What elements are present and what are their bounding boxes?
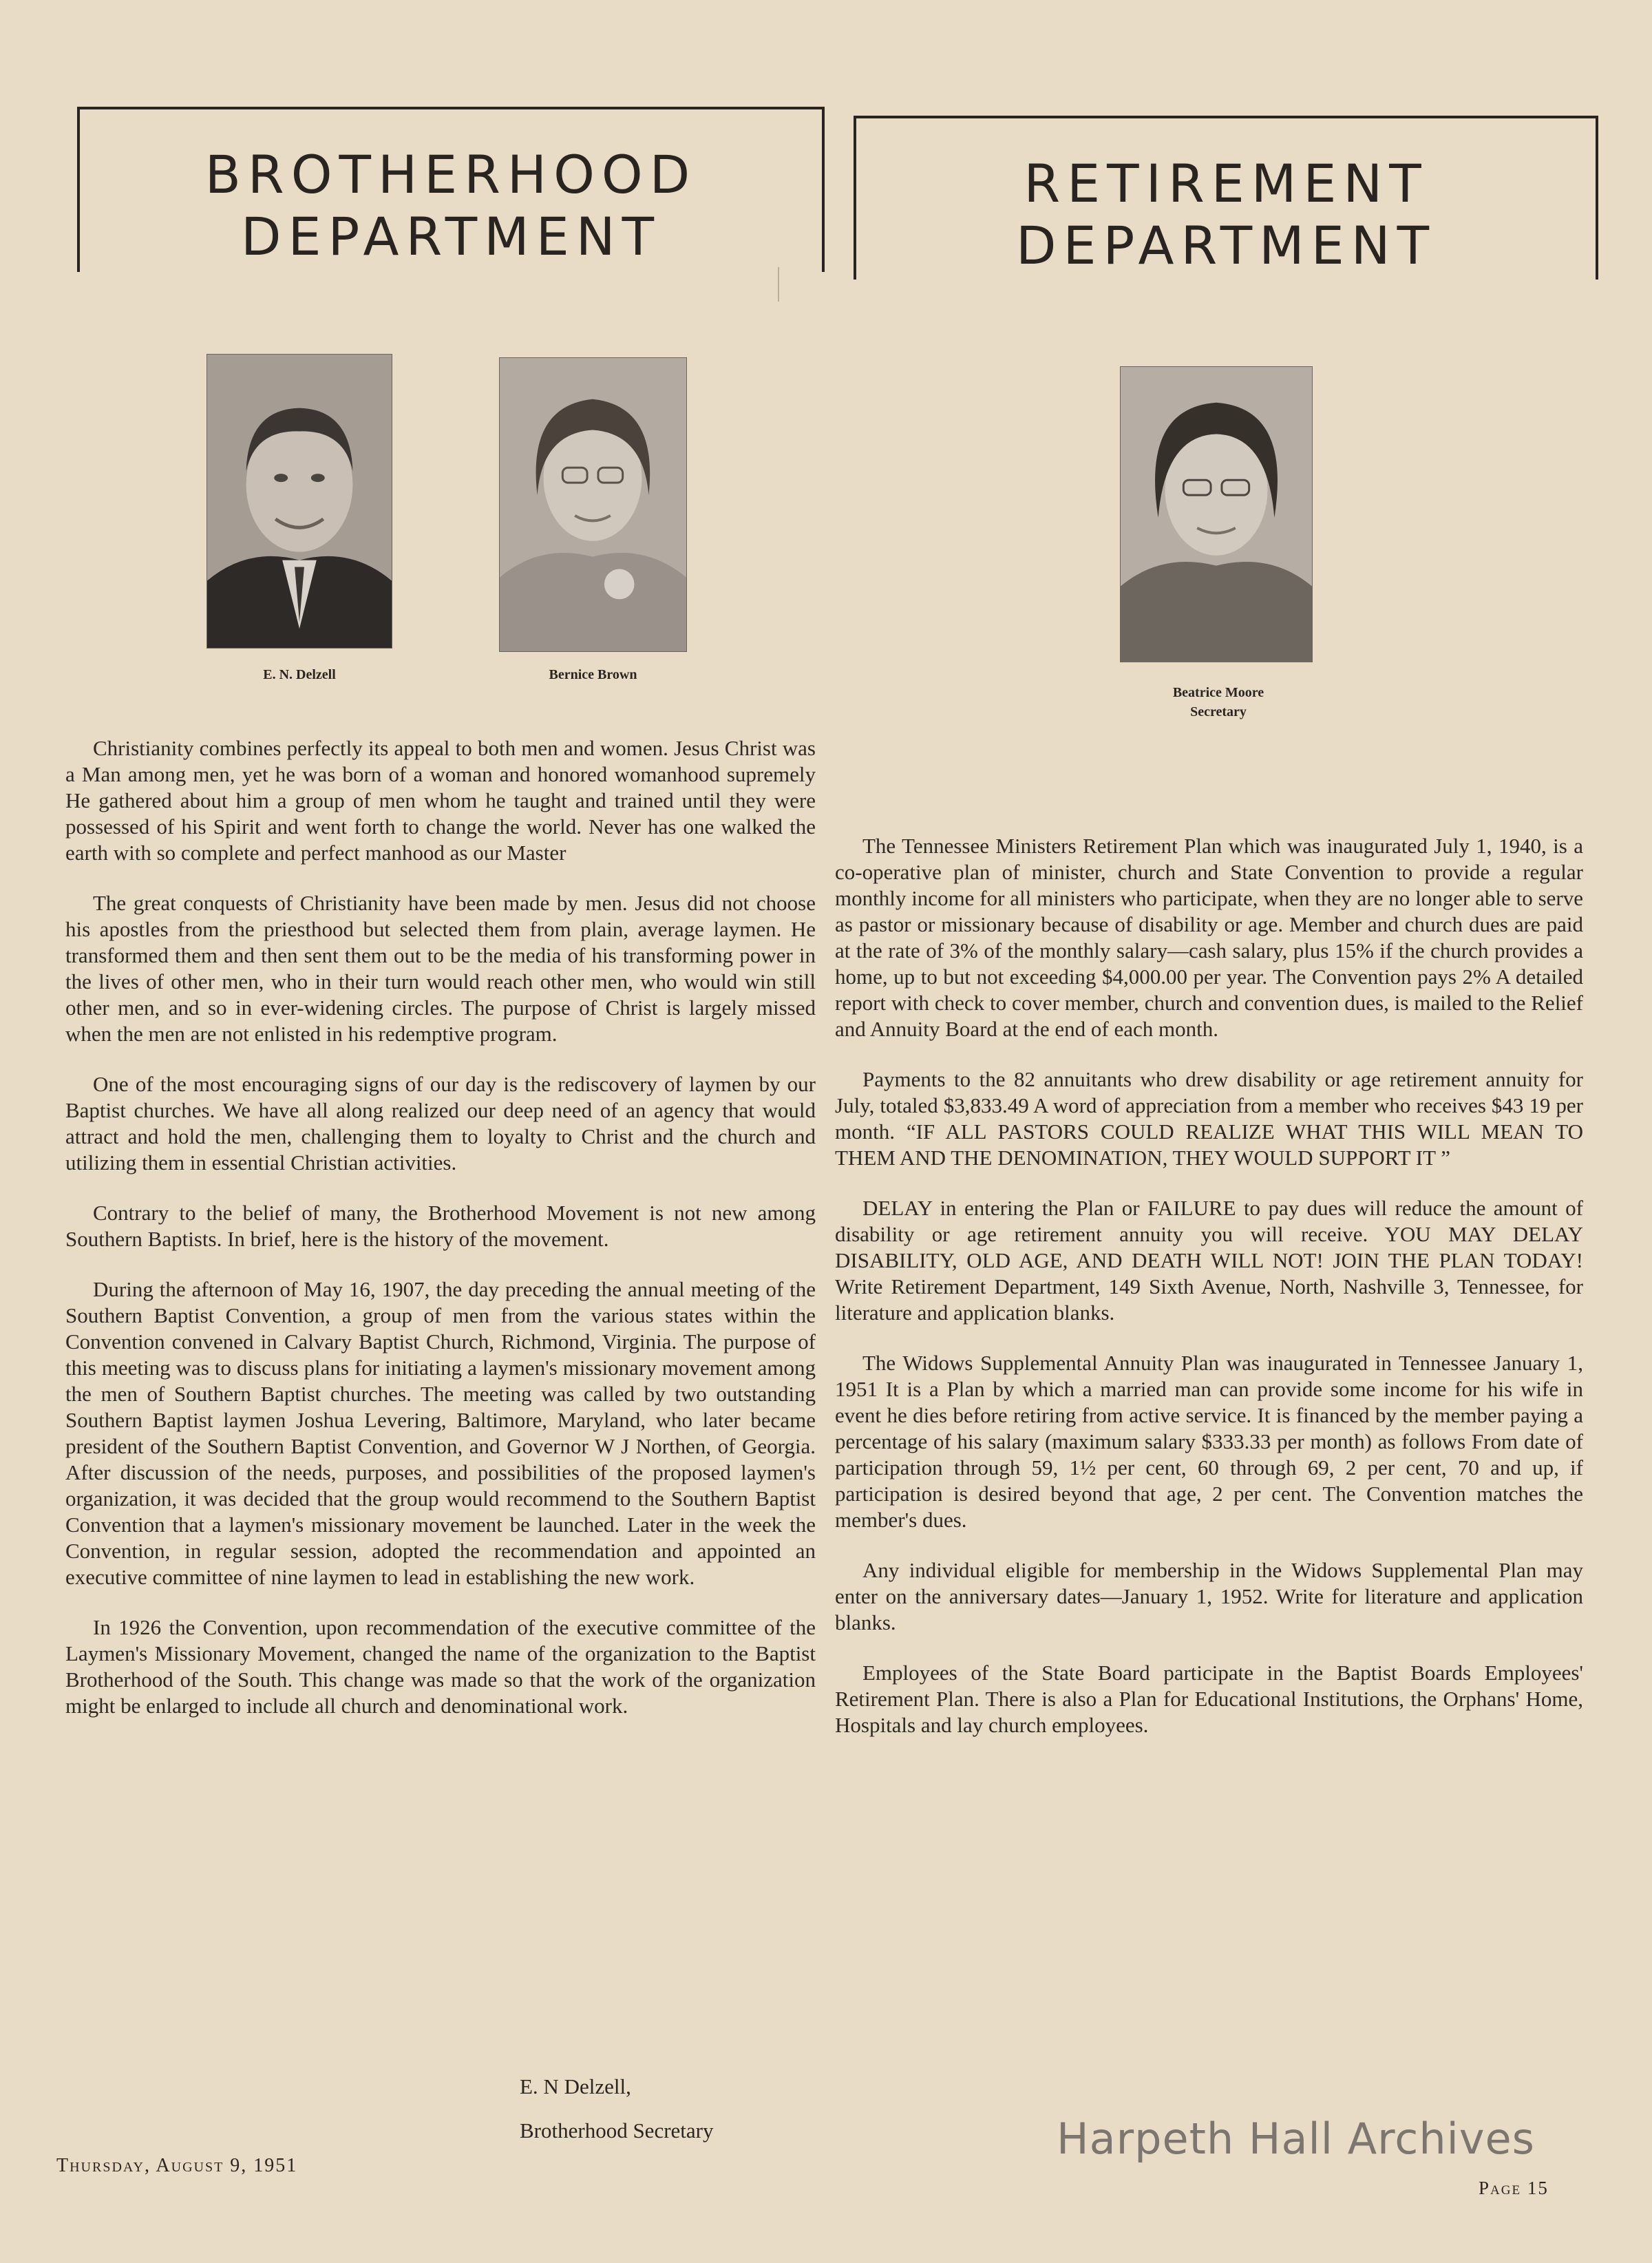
brotherhood-article [65,735,816,1743]
retirement-paragraph: DELAY in entering the Plan or FAILURE to pay dues will reduce the amount of disability or age retirement annuity you will receive. YOU MAY DELAY DISABILITY, OLD AGE, AND DEATH WILL NOT! JOIN THE PLAN TODAY! Write Retirement Department, 149 Sixth Avenue, North, Nashville 3, Tennessee, for literature and application blanks. [835,1196,1583,1325]
brotherhood-paragraph: Christianity combines perfectly its appeal to both men and women. Jesus Christ was a Man among men, yet he was born of a woman and honored womanhood supremely He gathered about him a group of men whom he taught and trained until they were possessed of his Spirit and went forth to change the world. Never has one walked the earth with so complete and perfect manhood as our Master [65,736,816,865]
retirement-header-box [854,116,1598,280]
retirement-title-line2: DEPARTMENT [1015,215,1437,276]
signature-name: E. N Delzell, [520,2074,631,2098]
brotherhood-title-line1: BROTHERHOOD [204,144,697,205]
brotherhood-paragraph: The great conquests of Christianity have been made by men. Jesus did not choose his apostles from the priesthood but selected them from plain, average laymen. He transformed them and then sent them out to be the media of his transforming power in the lives of other men, who in their turn would reach other men, who would win still other men, and so in ever-widening circles. The purpose of Christ is largely missed when the men are not enlisted in his redemptive program. [65,891,816,1046]
brotherhood-header-box [77,107,825,272]
retirement-title-line1: RETIREMENT [1024,153,1428,214]
brotherhood-paragraph: During the afternoon of May 16, 1907, the day preceding the annual meeting of the Southern Baptist Convention, a group of men from the various states within the Convention convened in Calvary Baptist Church, Richmond, Virginia. The purpose of this meeting was to discuss plans for initiating a laymen's missionary movement among the men of Southern Baptist churches. The meeting was called by two outstanding Southern Baptist laymen Joshua Levering, Baltimore, Maryland, who later became president of the Southern Baptist Convention, and Governor W J Northen, of Georgia. After discussion of the needs, purposes, and possibilities of the proposed laymen's organization, it was decided that the group would recommend to the Southern Baptist Convention that a laymen's missionary movement be launched. Later in the week the Convention, in regular session, adopted the recommendation and appointed an executive committee of nine laymen to lead in establishing the new work. [65,1277,816,1589]
retirement-paragraph: The Tennessee Ministers Retirement Plan which was inaugurated July 1, 1940, is a co-operative plan of minister, church and State Convention to provide a regular monthly income for all ministers who participate, when they are no longer able to serve as pastor or missionary because of disability or age. Member and church dues are paid at the rate of 3% of the monthly salary—cash salary, plus 15% if the church provides a home, up to but not exceeding $4,000.00 per year. The Convention pays 2% A detailed report with check to cover member, church and convention dues, is mailed to the Relief and Annuity Board at the end of each month. [835,834,1583,1041]
photo-caption-moore [1101,683,1335,722]
portrait-photo-brown [499,357,687,652]
brotherhood-title-line2: DEPARTMENT [240,206,661,267]
archive-watermark: Harpeth Hall Archives [1057,2114,1535,2164]
fold-mark [778,267,779,302]
retirement-department-title [856,153,1596,277]
brotherhood-paragraph: Contrary to the belief of many, the Brotherhood Movement is not new among Southern Baptists. In brief, here is the history of the movement. [65,1201,816,1251]
retirement-paragraph: Payments to the 82 annuitants who drew disability or age retirement annuity for July, totaled $3,833.49 A word of appreciation from a member who receives $43 19 per month. “IF ALL PASTORS COULD REALIZE WHAT THIS WILL MEAN TO THEM AND THE DENOMINATION, THEY WOULD SUPPORT IT ” [835,1067,1583,1170]
retirement-paragraph: Employees of the State Board participate in the Baptist Boards Employees' Retirement Plan. There is also a Plan for Educational Institutions, the Orphans' Home, Hospitals and lay church employees. [835,1661,1583,1737]
brotherhood-paragraph: One of the most encouraging signs of our day is the rediscovery of laymen by our Baptist churches. We have all along realized our deep need of an agency that would attract and hold the men, challenging them to loyalty to Christ and the church and utilizing them in essential Christian activities. [65,1072,816,1175]
retirement-article [835,833,1583,1762]
photo-caption-moore-name: Beatrice Moore [1172,685,1264,700]
retirement-paragraph: The Widows Supplemental Annuity Plan was inaugurated in Tennessee January 1, 1951 It is a Plan by which a married man can provide some income for his wife in event he dies before retiring from active service. It is financed by the member paying a percentage of his salary (maximum salary $333.33 per month) as follows From date of participation through 59, 1½ per cent, 60 through 69, 2 per cent, 70 and up, if participation is desired beyond that age, 2 per cent. The Convention matches the member's dues. [835,1351,1583,1532]
page-number: Page 15 [1479,2178,1549,2198]
retirement-paragraph: Any individual eligible for membership in the Widows Supplemental Plan may enter on the anniversary dates—January 1, 1952. Write for literature and application blanks. [835,1558,1583,1634]
brotherhood-department-title [80,144,822,268]
portrait-photo-moore [1120,366,1313,662]
signature-title: Brotherhood Secretary [520,2118,714,2143]
photo-caption-brown: Bernice Brown [549,667,637,682]
issue-date: Thursday, August 9, 1951 [56,2155,298,2176]
photo-caption-delzell: E. N. Delzell [263,667,336,682]
portrait-photo-delzell [206,354,392,649]
brotherhood-paragraph: In 1926 the Convention, upon recommendation of the executive committee of the Laymen's Missionary Movement, changed the name of the organization to the Baptist Brotherhood of the South. This change was made so that the work of the organization might be enlarged to include all church and denominational work. [65,1615,816,1718]
photo-caption-moore-title: Secretary [1190,704,1247,719]
